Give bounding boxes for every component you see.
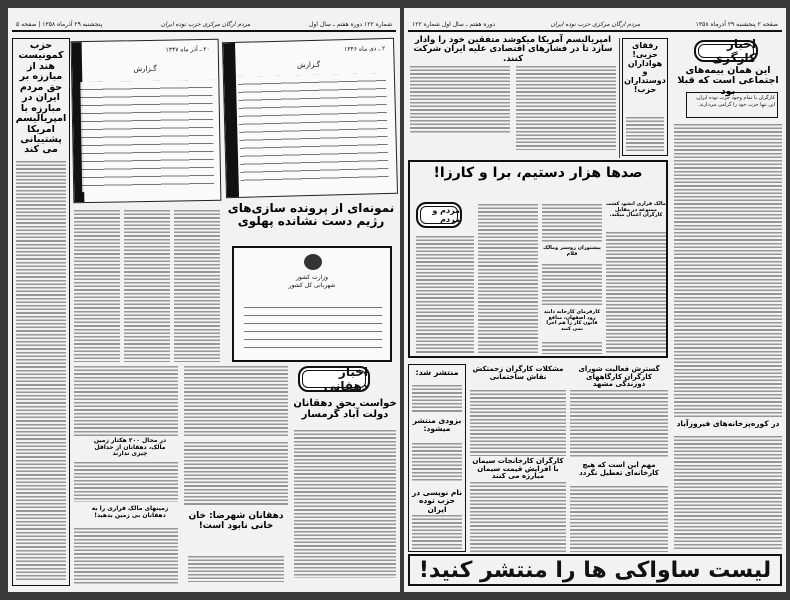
issue-info: دوره هفتم ـ سال اول شماره ۱۲۲ bbox=[412, 20, 496, 28]
subheadline: زمینهای مالک فراری را به دهقانان بی زمین بدهید! bbox=[91, 505, 169, 519]
pub-title: نام نویسی در حزب توده ایران bbox=[411, 488, 463, 514]
factory-headline: مهم این است که هیچ کارخانه‌ای تعطیل نگردد bbox=[579, 461, 659, 477]
cement-headline: کارگران کارخانجات سیمان با افزایش قیمت سیمان مبارزه می کنند bbox=[472, 457, 564, 481]
subheadline: دهقانان شهرضا: خان خانی نابود است! bbox=[188, 511, 284, 531]
left-page bbox=[8, 8, 400, 592]
issue-info: شماره ۱۲۲ دوره هفتم ـ سال اول bbox=[309, 20, 392, 28]
labor-news-logo: اخبار کارگری bbox=[694, 40, 758, 62]
kilns-headline: در کوره‌پزخانه‌های فیروزآباد bbox=[676, 419, 780, 428]
emblem-icon bbox=[304, 254, 322, 270]
masthead: مردم ارگان مرکزی حزب توده ایران bbox=[160, 20, 251, 28]
top-headline: امپریالیسم آمریکا میکوشد متفقین خود را وادار سازد تا در فشارهای اقتصادی علیه ایران شرکت کنند. bbox=[413, 35, 613, 64]
doc-date: ۲ ـ دی ماه ۱۳۴۶ bbox=[344, 45, 386, 54]
sidebar-box bbox=[12, 38, 70, 586]
party-notice-title: رفقای حزبی! هواداران و دوستداران حزب! bbox=[624, 41, 666, 94]
painters-headline: مشکلات کارگران زحمتکش نقاش ساختمانی bbox=[472, 365, 564, 381]
labor-headline: این همان بیمه‌های اجتماعی است که قبلا بود bbox=[677, 65, 779, 97]
right-page-header bbox=[408, 18, 782, 32]
pub-title: منتشر شد: bbox=[415, 368, 459, 377]
banner-text: لیست ساواکی ها را منتشر کنید! bbox=[418, 557, 772, 583]
pub-title: بزودی منتشر میشود: bbox=[412, 416, 462, 434]
banner bbox=[408, 554, 782, 586]
labor-quote-box: کارگران با تمام وجود حزب توده ایران، این تنها حزب خود را گرامی می‌دارند. bbox=[686, 92, 778, 118]
rural-news-logo: اخبار دهقانی bbox=[298, 366, 370, 392]
main-headline: نمونه‌ای از پرونده سازی‌های رژیم دست نشانده پهلوی bbox=[227, 201, 395, 229]
boxed-sub: پیشتوران روستر ومالک فلام bbox=[543, 245, 601, 257]
party-notice-box bbox=[622, 38, 668, 156]
document-image-2 bbox=[71, 39, 222, 204]
doc-title: گـزارش bbox=[296, 60, 321, 70]
doc-title: گـزارش bbox=[133, 64, 157, 74]
doc3-line: شهربانی کل کشور bbox=[288, 282, 336, 289]
subheadline: در محال ۲۰۰ هکتار زمین مالک، دهقانان از حداقل چیزی ندارند bbox=[93, 437, 167, 458]
right-page bbox=[404, 8, 786, 592]
masthead: مردم ارگان مرکزی حزب توده ایران bbox=[550, 20, 641, 28]
rural-headline: خواست بحق دهقانان دولت آباد گرمسار bbox=[293, 398, 397, 420]
document-image-1 bbox=[222, 38, 398, 198]
boxed-article bbox=[408, 160, 668, 358]
publications-box bbox=[408, 364, 466, 552]
sidebar-headline: حزب کمونیست هند از مبارزه بر حق مردم ایران در مبارزه با امپریالیسم امریکا پشتیبانی می کند bbox=[15, 40, 67, 156]
people-logo: مردم و مردم bbox=[416, 202, 462, 228]
document-image-3 bbox=[232, 246, 392, 362]
boxed-headline: صدها هزار دستیم، برا و کارزا! bbox=[433, 165, 643, 181]
boxed-sub: مالک فراری انشو، کشت ممنوعه در مقابل کارگران اعمال میکند. bbox=[606, 201, 666, 218]
boxed-sub: کارفرمای کارخانه ذایند رود اصفهان، منافع قانون کار را هم اجرا نمی کنند bbox=[543, 309, 601, 332]
doc-date: ۲۰ ـ آذر ماه ۱۳۴۷ bbox=[165, 45, 210, 54]
left-page-header bbox=[12, 18, 396, 32]
date-page: پنجشنبه ۲۹ آذرماه ۱۳۵۸ | صفحه ۵ bbox=[16, 20, 103, 28]
council-headline: گسترش فعالیت شورای کارگران کارگاههای دوزندگی مشهد bbox=[578, 365, 660, 389]
doc3-line: وزارت کشور bbox=[295, 274, 329, 281]
date-page: صفحه ۲ پنجشنبه ۲۹ آذرماه ۱۳۵۸ bbox=[695, 20, 778, 28]
